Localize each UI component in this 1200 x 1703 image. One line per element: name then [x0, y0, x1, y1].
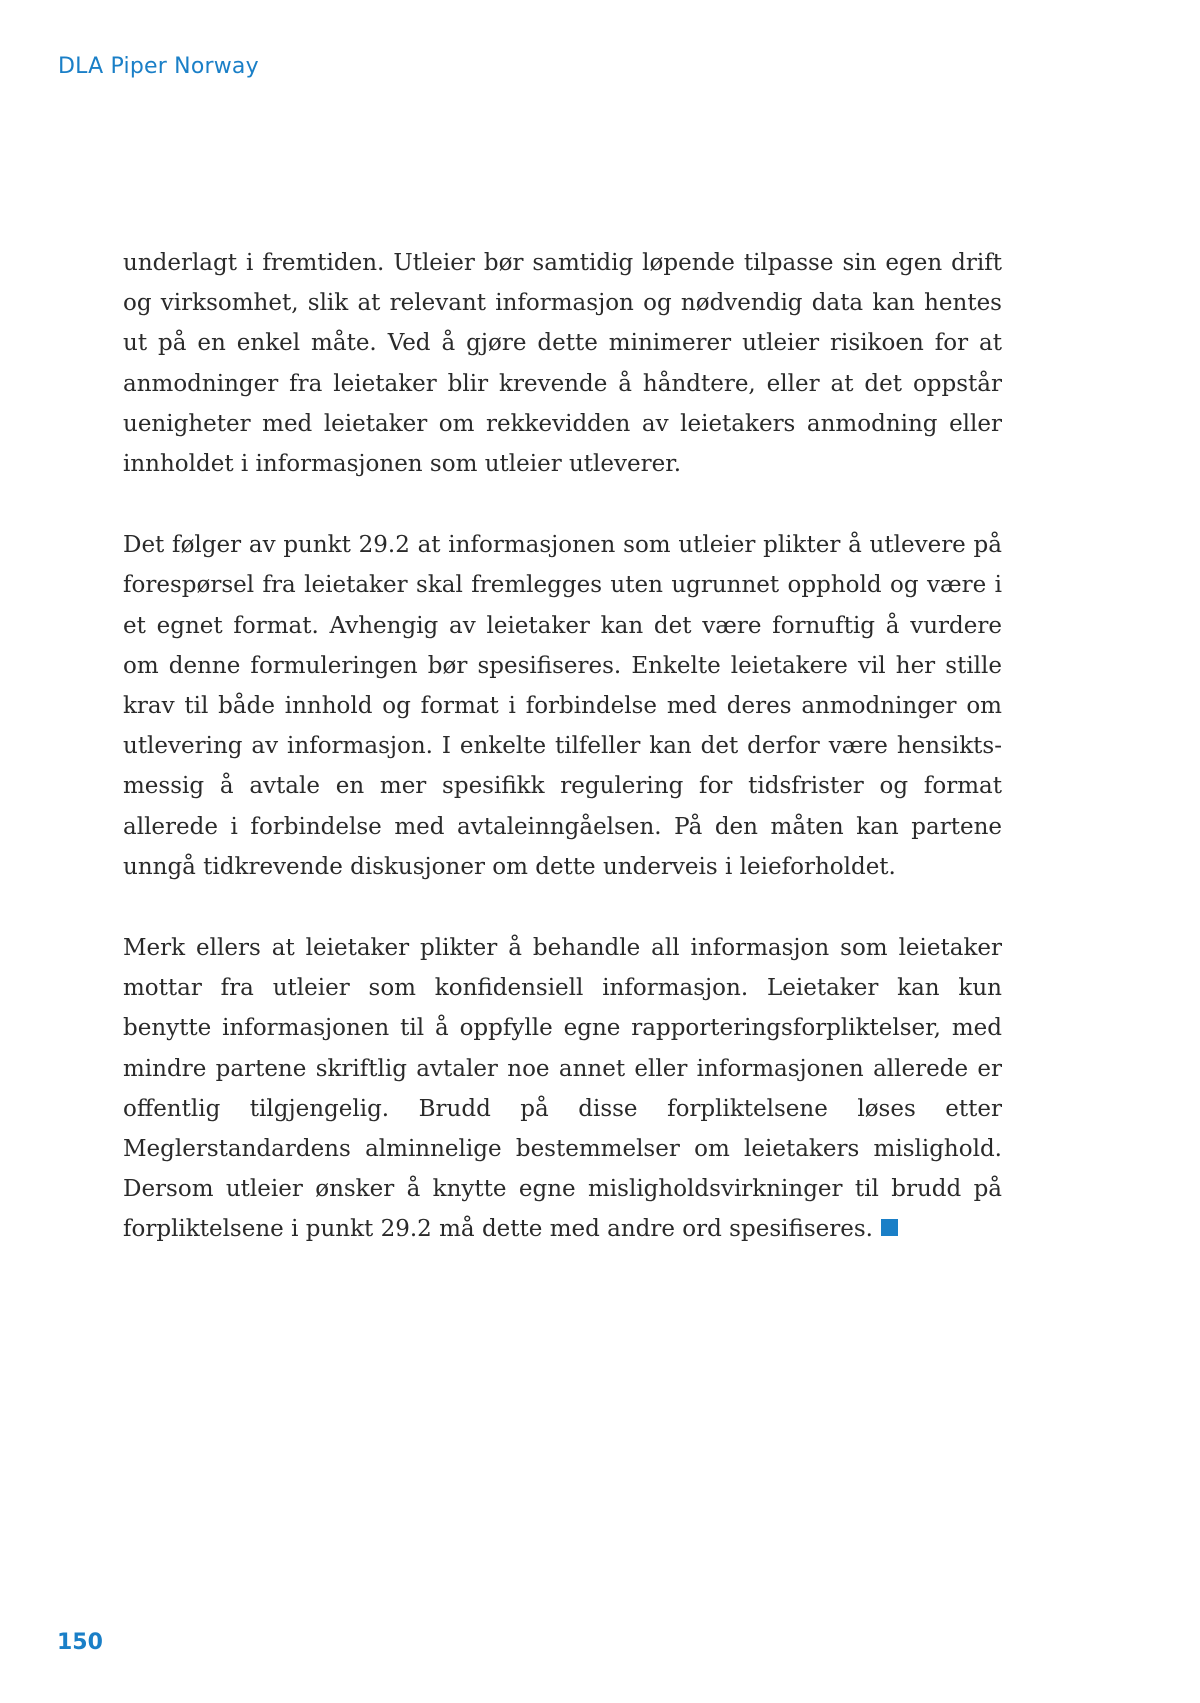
paragraph-3: [123, 928, 1002, 1250]
running-header-title: DLA Piper Norway: [58, 54, 259, 79]
body-text: [123, 243, 1002, 1250]
paragraph-3-text: Merk ellers at leietaker plikter å behandle all informasjon som leietaker mottar fra utleier som konfidensiell informasjon. Leietaker kan kun benytte informasjonen til å oppfylle egne rapporteringsforpliktelser, med mindre partene skriftlig avtaler noe annet eller informasjonen allerede er offentlig tilgjengelig. Brudd på disse forpliktelsene løses etter Meglerstandardens alminnelige bestemmelser om leietakers mislighold. Dersom utleier ønsker å knytte egne misligholdsvirkninger til brudd på forpliktelsene i punkt 29.2 må dette med andre ord spesifiseres.: [123, 935, 1002, 1243]
paragraph-2: Det følger av punkt 29.2 at informasjonen som utleier plikter å utlevere på forespørsel fra leietaker skal fremlegges uten ugrunnet opphold og være i et egnet format. Avhengig av leietaker kan det være fornuftig å vurdere om denne formuleringen bør spesifiseres. Enkelte leietakere vil her stille krav til både innhold og format i forbindelse med deres anmodninger om utlevering av informasjon. I enkelte tilfeller kan det derfor være hensiktsmessig å avtale en mer spesifikk regulering for tidsfrister og format allerede i forbindelse med avtaleinngåelsen. På den måten kan partene unngå tidkrevende diskusjoner om dette underveis i leieforholdet.: [123, 532, 1002, 880]
end-of-article-square-icon: [881, 1219, 898, 1236]
paragraph-1: underlagt i fremtiden. Utleier bør samtidig løpende tilpasse sin egen drift og virksomhet, slik at relevant informasjon og nødvendig data kan hentes ut på en enkel måte. Ved å gjøre dette minimerer utleier risikoen for at anmodninger fra leietaker blir krevende å håndtere, eller at det oppstår uenigheter med leietaker om rekkevidden av leietakers anmodning eller innholdet i informasjonen som utleier utleverer.: [123, 250, 1002, 478]
page-number: 150: [57, 1630, 103, 1655]
